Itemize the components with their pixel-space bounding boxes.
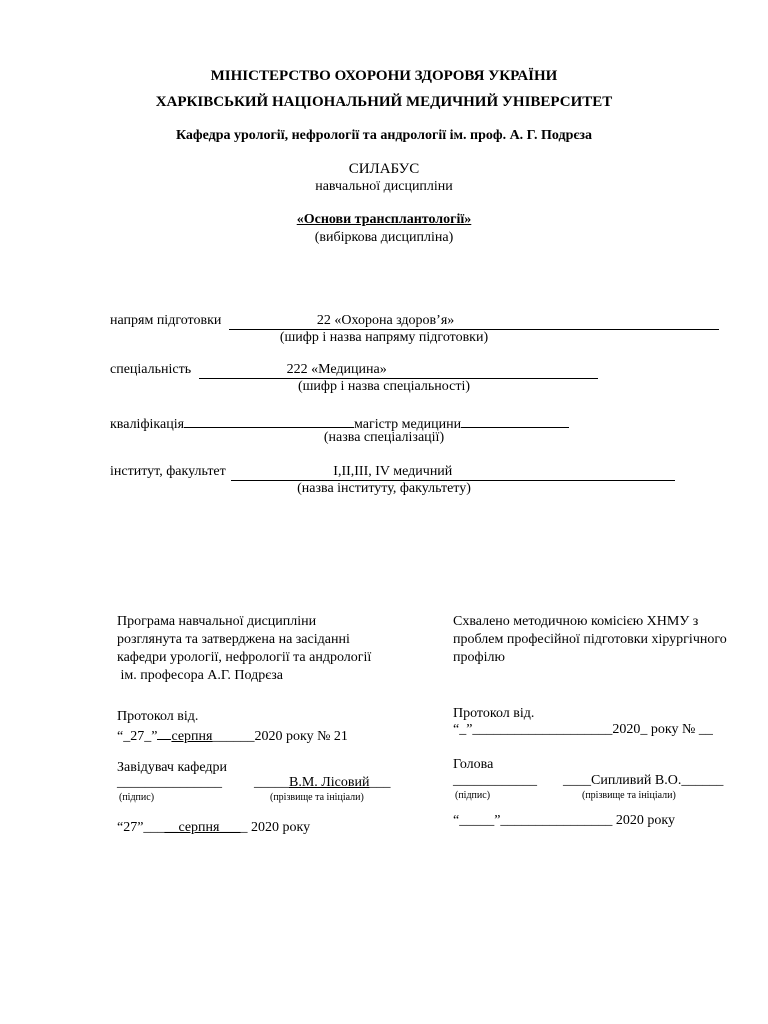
doc-type: СИЛАБУС	[348, 161, 420, 177]
right-protocol-label: Протокол від.	[453, 706, 535, 721]
institute-underline	[231, 465, 675, 481]
right-protocol-line: “_”____________________2020_ року № __	[453, 722, 713, 737]
left-date-day: “27”___	[117, 820, 165, 835]
left-protocol-month: серпня	[171, 729, 213, 744]
right-name-caption: (прізвище та ініціали)	[582, 790, 676, 801]
right-intro-line: проблем професійної підготовки хірургічного	[453, 632, 727, 647]
right-sign-line: ____________	[453, 773, 537, 788]
department-title: Кафедра урології, нефрології та андрології ім. проф. А. Г. Подрєза	[175, 128, 593, 143]
right-date-line: “_____”________________ 2020 року	[453, 813, 676, 828]
left-intro-line: розглянута та затверджена на засіданні	[117, 632, 350, 647]
ministry-title: МІНІСТЕРСТВО ОХОРОНИ ЗДОРОВЯ УКРАЇНИ	[210, 68, 558, 84]
specialty-label: спеціальність	[110, 362, 192, 377]
discipline-note: (вибіркова дисципліна)	[314, 230, 454, 245]
institute-label: інститут, факультет	[110, 464, 226, 479]
qualification-value: магістр медицини	[354, 417, 462, 432]
left-protocol-day: “_27_”	[117, 729, 158, 744]
left-approval-text	[117, 613, 371, 685]
right-sign-caption: (підпис)	[455, 790, 491, 801]
institute-field	[110, 464, 675, 481]
institute-caption: (назва інституту, факультету)	[297, 481, 471, 496]
left-protocol-label: Протокол від.	[117, 709, 199, 724]
right-approval-text	[453, 613, 727, 667]
direction-label: напрям підготовки	[110, 313, 222, 328]
left-intro-line: ім. професора А.Г. Подрєза	[117, 668, 284, 683]
direction-underline	[229, 314, 719, 330]
left-head-label: Завідувач кафедри	[117, 760, 227, 775]
qualification-label: кваліфікація	[110, 417, 185, 432]
qualification-blank-after	[461, 413, 569, 428]
left-date-year: _ 2020 року	[240, 820, 311, 835]
specialty-field	[110, 362, 598, 379]
university-title: ХАРКІВСЬКИЙ НАЦІОНАЛЬНИЙ МЕДИЧНИЙ УНІВЕРСИТЕТ	[155, 94, 613, 110]
left-name-line	[254, 775, 390, 791]
left-protocol-line	[117, 725, 348, 745]
right-intro-line: Схвалено методичною комісією ХНМУ з	[453, 614, 699, 629]
left-sign-caption: (підпис)	[119, 792, 155, 803]
direction-field	[110, 313, 719, 330]
left-name-suffix: ___	[369, 775, 391, 790]
right-intro-line: профілю	[453, 650, 505, 665]
discipline-title	[0, 212, 768, 228]
left-date-line	[117, 820, 310, 836]
left-protocol-tail: ______2020 року № 21	[212, 729, 348, 744]
specialty-value: 222 «Медицина»	[286, 362, 387, 377]
right-head-label: Голова	[453, 757, 494, 772]
discipline-name: «Основи трансплантології»	[296, 212, 472, 227]
left-sign-line: _______________	[117, 775, 222, 790]
left-date-month: __серпня___	[164, 820, 241, 835]
qualification-caption: (назва спеціалізації)	[323, 430, 445, 445]
specialty-underline	[199, 363, 598, 379]
left-name-caption: (прізвище та ініціали)	[270, 792, 364, 803]
doc-subtitle: навчальної дисципліни	[315, 179, 453, 194]
institute-value: I,II,III, IV медичний	[333, 464, 453, 479]
left-head-name: В.М. Лісовий	[289, 775, 370, 790]
left-intro-line: кафедри урології, нефрології та андрології	[117, 650, 372, 665]
direction-value: 22 «Охорона здоров’я»	[316, 313, 455, 328]
left-intro-line: Програма навчальної дисципліни	[117, 614, 317, 629]
left-protocol-blank	[157, 725, 171, 740]
left-name-prefix: _____	[254, 775, 289, 790]
specialty-caption: (шифр і назва спеціальності)	[297, 379, 470, 394]
direction-caption: (шифр і назва напряму підготовки)	[279, 330, 489, 345]
right-name-line: ____Сипливий В.О.______	[563, 773, 724, 788]
qualification-blank-before	[184, 413, 354, 428]
